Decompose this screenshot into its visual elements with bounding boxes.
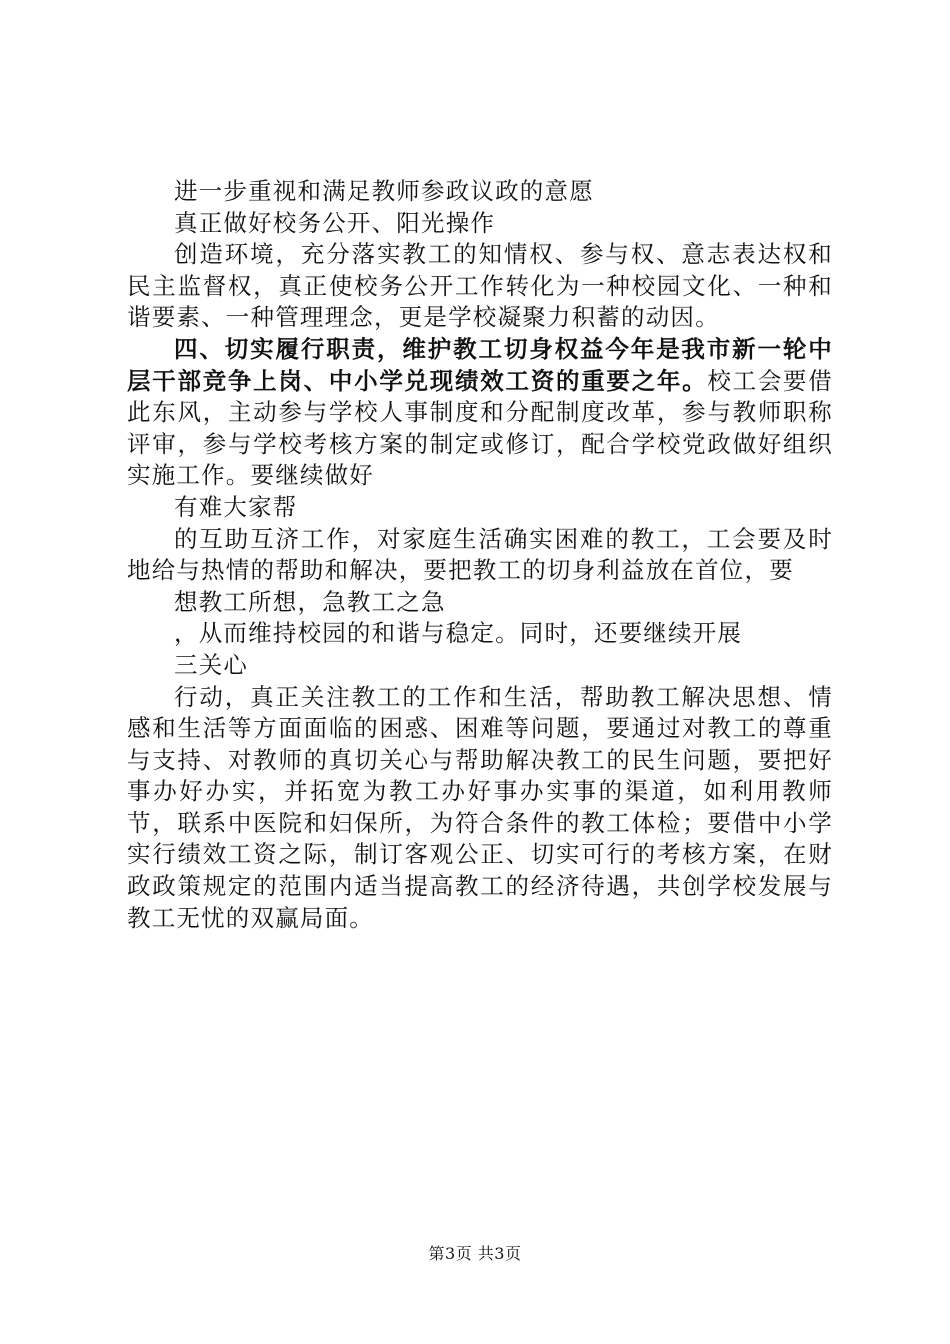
paragraph-6: 的互助互济工作，对家庭生活确实困难的教工，工会要及时地给与热情的帮助和解决，要把教工的切身利益放在首位，要 xyxy=(127,524,833,585)
paragraph-1: 进一步重视和满足教师参政议政的意愿 xyxy=(174,177,594,205)
paragraph-4-text: 校工会要借此东风，主动参与学校人事制度和分配制度改革，参与教师职称评审，参与学校考核方案的制定或修订，配合学校党政做好组织实施工作。要继续做好 xyxy=(127,366,833,490)
paragraph-7: 想教工所想，急教工之急 xyxy=(174,587,446,616)
paragraph-2: 真正做好校务公开、阳光操作 xyxy=(174,208,496,237)
paragraph-9: 三关心 xyxy=(174,650,249,679)
page-number-footer: 第3页 共3页 xyxy=(428,1244,522,1263)
document-body xyxy=(127,176,833,934)
paragraph-8: ，从而维持校园的和谐与稳定。同时，还要继续开展 xyxy=(174,619,743,648)
paragraph-4 xyxy=(127,334,833,492)
paragraph-10: 行动，真正关注教工的工作和生活，帮助教工解决思想、情感和生活等方面面临的困惑、困难等问题，要通过对教工的尊重与支持、对教师的真切关心与帮助解决教工的民生问题，要把好事办好办实，并拓宽为教工办好事办实事的渠道，如利用教师节，联系中医院和妇保所，为符合条件的教工体检；要借中小学实行绩效工资之际，制订客观公正、切实可行的考核方案，在财政政策规定的范围内适当提高教工的经济待遇，共创学校发展与教工无忧的双赢局面。 xyxy=(127,682,833,932)
section-heading: 四、切实履行职责，维护教工切身权益今年是我市新一轮中层干部竞争上岗、中小学兑现绩效工资的重要之年。 xyxy=(127,334,833,395)
paragraph-5: 有难大家帮 xyxy=(174,492,298,521)
paragraph-3: 创造环境，充分落实教工的知情权、参与权、意志表达权和民主监督权，真正使校务公开工作转化为一种校园文化、一种和谐要素、一种管理理念，更是学校凝聚力积蓄的动因。 xyxy=(127,240,833,332)
